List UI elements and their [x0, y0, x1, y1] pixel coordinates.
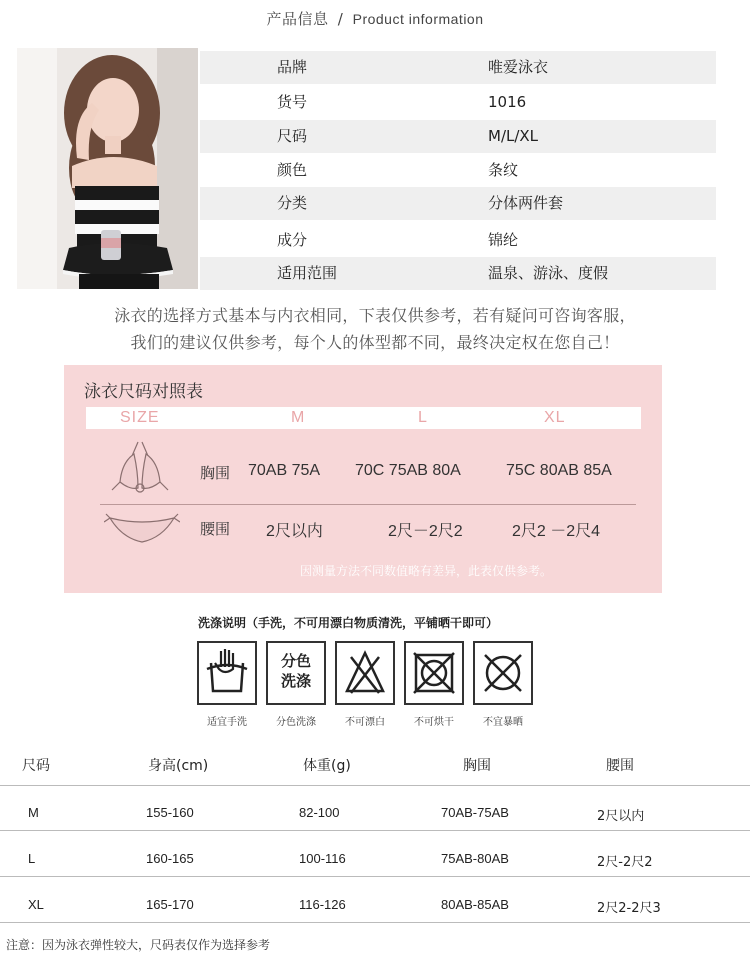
note-line-2: 我们的建议仅供参考，每个人的体型都不同，最终决定权在您自己！ [130, 333, 620, 352]
wash-separately-text-1: 分色 [280, 652, 311, 670]
info-value: 条纹 [488, 161, 519, 179]
info-row-color [200, 154, 716, 187]
cell-bust: 70AB-75AB [441, 805, 509, 820]
size-table-header-waist: 腰围 [606, 758, 634, 774]
info-row-size [200, 120, 716, 153]
cell-height: 165-170 [146, 897, 194, 912]
wash-label-2: 分色洗涤 [276, 717, 316, 728]
size-table-header-size: 尺码 [22, 758, 50, 774]
washing-title: 洗涤说明（手洗，不可用漂白物质清洗，平铺晒干即可） [198, 616, 499, 630]
size-table-rule [0, 876, 750, 877]
info-value: 温泉、游泳、度假 [488, 264, 609, 282]
info-key: 分类 [277, 194, 308, 212]
cell-height: 160-165 [146, 851, 194, 866]
no-bleach-icon [335, 641, 395, 705]
title-en: Product information [352, 11, 484, 27]
info-value: M/L/XL [488, 127, 539, 145]
info-key: 品牌 [277, 58, 308, 76]
cell-weight: 82-100 [299, 805, 340, 820]
size-table-header-bust: 胸围 [463, 758, 491, 774]
waist-l: 2尺－2尺2 [388, 523, 463, 540]
wash-label-3: 不可漂白 [345, 717, 385, 728]
size-chart-header-size: SIZE [120, 409, 160, 426]
cell-waist: 2尺以内 [597, 809, 645, 824]
bikini-top-icon [108, 438, 172, 502]
cell-height: 155-160 [146, 805, 194, 820]
cell-waist: 2尺2-2尺3 [597, 901, 661, 916]
product-photo [17, 48, 198, 289]
info-row-brand [200, 51, 716, 84]
cell-weight: 116-126 [299, 897, 346, 912]
size-table-header-height: 身高(cm) [148, 758, 209, 774]
wash-label-1: 适宜手洗 [207, 717, 247, 728]
info-row-usage [200, 257, 716, 290]
cell-waist: 2尺-2尺2 [597, 855, 653, 870]
note-line-1: 泳衣的选择方式基本与内衣相同，下表仅供参考，若有疑问可咨询客服， [114, 306, 636, 325]
cell-weight: 100-116 [299, 851, 346, 866]
size-table-rule [0, 785, 750, 786]
info-key: 尺码 [277, 127, 308, 145]
info-row-sku [200, 86, 716, 119]
bust-label: 胸围 [200, 464, 231, 482]
info-row-category [200, 187, 716, 220]
wash-separately-icon [266, 641, 326, 705]
size-table-rule [0, 922, 750, 923]
cell-size: L [28, 851, 36, 866]
size-chart-header-xl: XL [544, 409, 566, 426]
info-row-material [200, 224, 716, 257]
waist-label: 腰围 [200, 520, 231, 538]
info-key: 颜色 [277, 161, 308, 179]
info-value: 分体两件套 [488, 194, 564, 212]
info-value: 唯爱泳衣 [488, 58, 549, 76]
wash-label-4: 不可烘干 [414, 717, 454, 728]
size-table-header-weight: 体重(g) [303, 758, 351, 774]
section-title [0, 8, 750, 29]
info-key: 适用范围 [277, 264, 338, 282]
title-cn: 产品信息 [266, 10, 329, 28]
cell-bust: 80AB-85AB [441, 897, 509, 912]
size-chart-title: 泳衣尺码对照表 [84, 382, 203, 402]
bikini-bottom-icon [104, 508, 180, 548]
info-key: 成分 [277, 231, 308, 249]
hand-wash-icon [197, 641, 257, 705]
size-chart-header-l: L [418, 409, 428, 426]
no-sun-dry-icon [473, 641, 533, 705]
size-table-rule [0, 830, 750, 831]
cell-size: XL [28, 897, 44, 912]
cell-size: M [28, 805, 39, 820]
waist-xl: 2尺2 －2尺4 [512, 523, 601, 540]
bust-xl: 75C 80AB 85A [506, 462, 612, 479]
info-value: 锦纶 [488, 231, 519, 249]
bust-m: 70AB 75A [248, 462, 321, 479]
waist-m: 2尺以内 [266, 523, 323, 540]
size-chart-header-m: M [291, 409, 306, 426]
size-chart-divider [100, 504, 636, 505]
wash-separately-text-2: 洗涤 [280, 672, 311, 690]
wash-label-5: 不宜暴晒 [483, 717, 523, 728]
info-key: 货号 [277, 93, 308, 111]
size-chart-footer: 因测量方法不同数值略有差异，此表仅供参考。 [300, 564, 553, 578]
title-separator: / [337, 10, 344, 28]
footnote: 注意：因为泳衣弹性较大，尺码表仅作为选择参考 [6, 938, 271, 952]
info-value: 1016 [488, 93, 527, 111]
cell-bust: 75AB-80AB [441, 851, 509, 866]
bust-l: 70C 75AB 80A [355, 462, 461, 479]
no-tumble-dry-icon [404, 641, 464, 705]
